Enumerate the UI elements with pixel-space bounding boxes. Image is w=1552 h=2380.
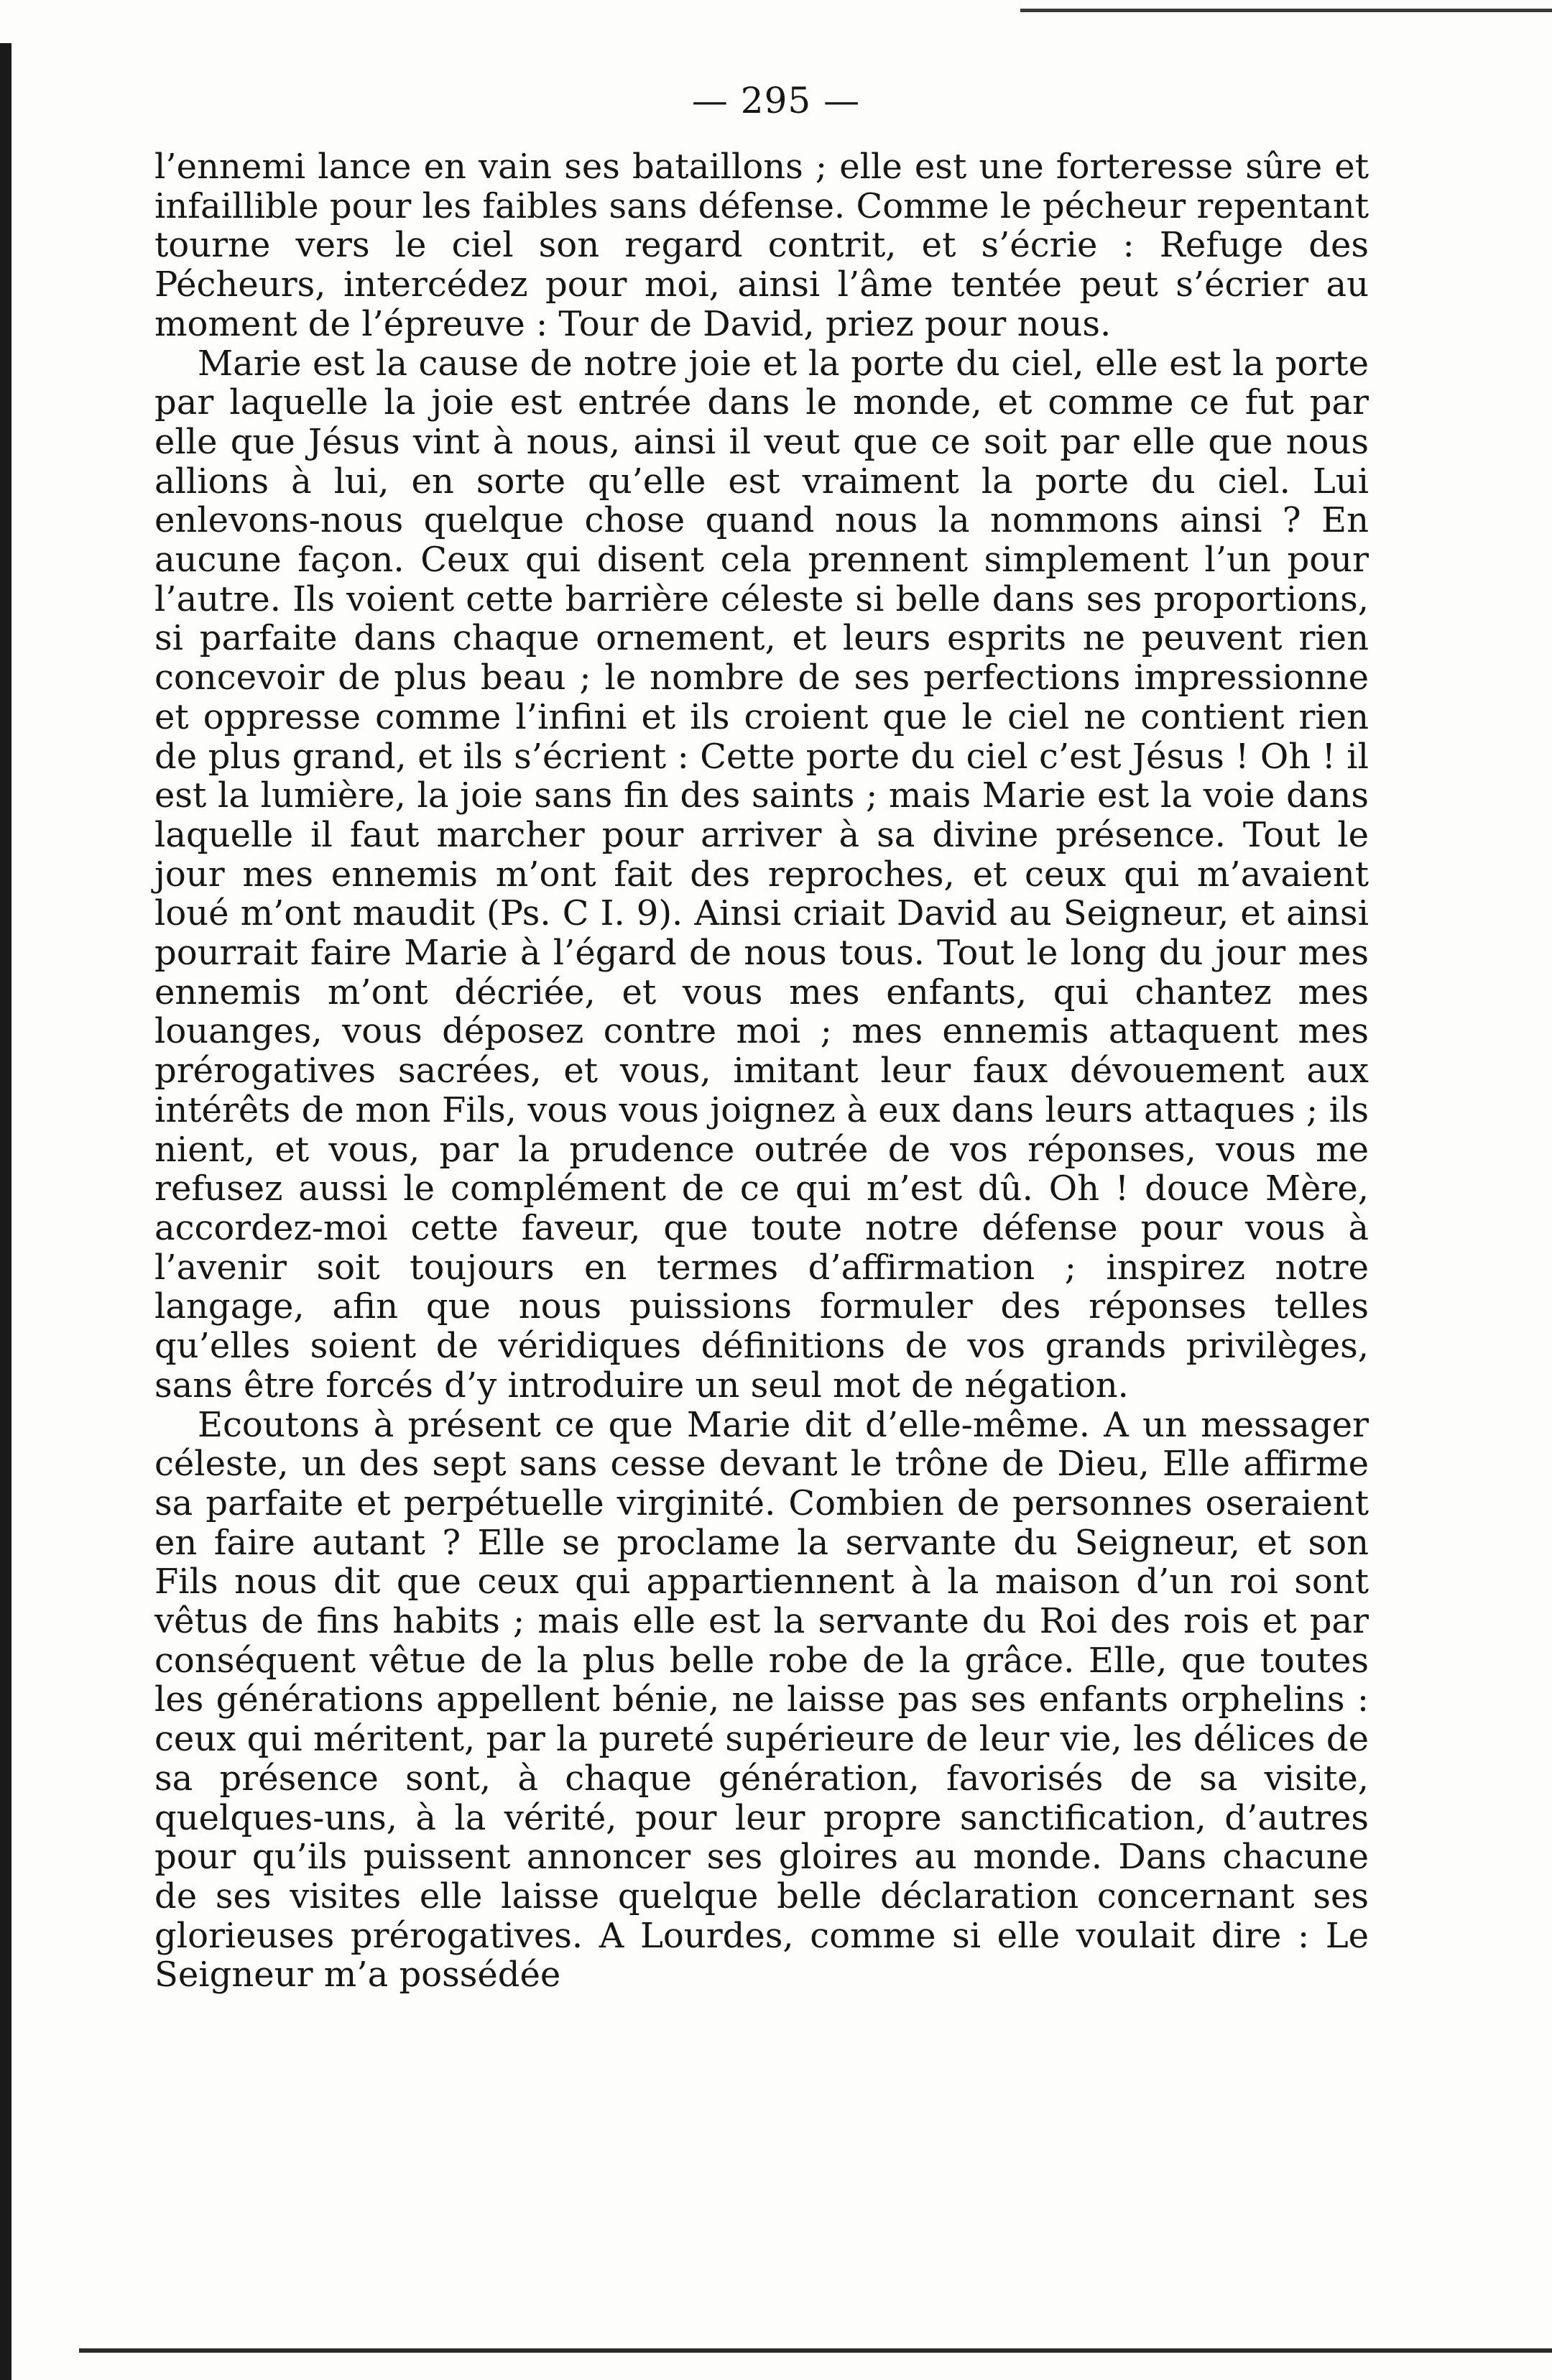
binding-edge [0,43,11,2380]
body-text [154,147,1369,1995]
page-number: — 295 — [691,80,861,121]
paragraph: l’ennemi lance en vain ses bataillons ; elle est une forteresse sûre et infaillible pour les faibles sans défense. Comme le pécheur repentant tourne vers le ciel son regard contrit, et s’écrie : Refuge des Pécheurs, intercédez pour moi, ainsi l’âme tentée peut s’écrier au moment de l’épreuve : Tour de David, priez pour nous. [154,147,1369,344]
paragraph: Marie est la cause de notre joie et la porte du ciel, elle est la porte par laquelle la joie est entrée dans le monde, et comme ce fut par elle que Jésus vint à nous, ainsi il veut que ce soit par elle que nous allions à lui, en sorte qu’elle est vraiment la porte du ciel. Lui enlevons-nous quelque chose quand nous la nommons ainsi ? En aucune façon. Ceux qui disent cela prennent simplement l’un pour l’autre. Ils voient cette barrière céleste si belle dans ses proportions, si parfaite dans chaque ornement, et leurs esprits ne peuvent rien concevoir de plus beau ; le nombre de ses perfections impressionne et oppresse comme l’infini et ils croient que le ciel ne contient rien de plus grand, et ils s’écrient : Cette porte du ciel c’est Jésus ! Oh ! il est la lumière, la joie sans fin des saints ; mais Marie est la voie dans laquelle il faut marcher pour arriver à sa divine présence. Tout le jour mes ennemis m’ont fait des reproches, et ceux qui m’avaient loué m’ont maudit (Ps. C I. 9). Ainsi criait David au Seigneur, et ainsi pourrait faire Marie à l’égard de nous tous. Tout le long du jour mes ennemis m’ont décriée, et vous mes enfants, qui chantez mes louanges, vous déposez contre moi ; mes ennemis attaquent mes prérogatives sacrées, et vous, imitant leur faux dévouement aux intérêts de mon Fils, vous vous joignez à eux dans leurs attaques ; ils nient, et vous, par la prudence outrée de vos réponses, vous me refusez aussi le complément de ce qui m’est dû. Oh ! douce Mère, accordez-moi cette faveur, que toute notre défense pour vous à l’avenir soit toujours en termes d’affirmation ; inspirez notre langage, afin que nous puissions formuler des réponses telles qu’elles soient de véridiques définitions de vos grands privilèges, sans être forcés d’y introduire un seul mot de négation. [154,343,1369,1406]
bottom-edge-rule [79,2348,1552,2353]
top-edge-rule [1020,9,1552,12]
paragraph: Ecoutons à présent ce que Marie dit d’elle-même. A un messager céleste, un des sept sans cesse devant le trône de Dieu, Elle affirme sa parfaite et perpétuelle virginité. Combien de personnes oseraient en faire autant ? Elle se proclame la servante du Seigneur, et son Fils nous dit que ceux qui appartiennent à la maison d’un roi sont vêtus de fins habits ; mais elle est la servante du Roi des rois et par conséquent vêtue de la plus belle robe de la grâce. Elle, que toutes les générations appellent bénie, ne laisse pas ses enfants orphelins : ceux qui méritent, par la pureté supérieure de leur vie, les délices de sa présence sont, à chaque génération, favorisés de sa visite, quelques-uns, à la vérité, pour leur propre sanctification, d’autres pour qu’ils puissent annoncer ses gloires au monde. Dans chacune de ses visites elle laisse quelque belle déclaration concernant ses glorieuses prérogatives. A Lourdes, comme si elle voulait dire : Le Seigneur m’a possédée [154,1404,1369,1996]
